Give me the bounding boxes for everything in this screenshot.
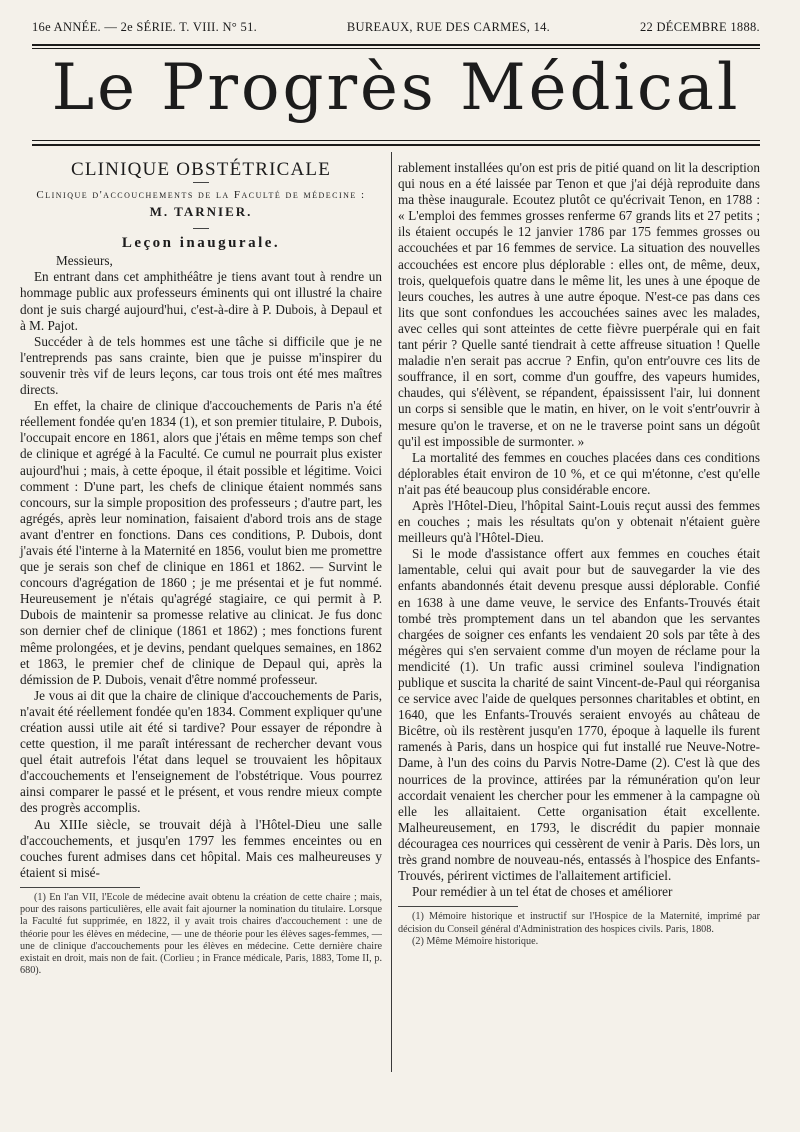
- right-paragraph: Pour remédier à un tel état de choses et améliorer: [412, 884, 673, 900]
- column-divider: [391, 152, 392, 1072]
- lecture-title: Leçon inaugurale.: [121, 235, 281, 252]
- issue-info: 16e ANNÉE. — 2e SÉRIE. T. VIII. N° 51.: [32, 20, 258, 34]
- right-paragraph: rablement installées qu'on est pris de pitié quand on lit la description qui nous en a été laissée par Tenon et que j'ai déjà reproduite dans ma thèse inaugurale. Ecoutez plutôt ce qu'écrivait Tenon, en 1788 : « L'emploi des femmes grosses renferme 67 grands lits et 27 petits ; ils étaient occupés le 12 janvier 1786 par 175 femmes grosses ou accouchées et par 16 femmes de service. La situation des nouvelles accouchées est encore plus déplorable : elles ont, de même, deux, trois, quelquefois quatre dans le même lit, les unes à une époque de leurs couches, les autres à une autre époque. N'est-ce pas dans ces lits que sont confondues les accouchées saines avec les malades, avec celles qui sont atteintes de cette fièvre puerpérale qui en fait tant périr ? Quelle santé tiendrait à cette affreuse situation ! Quelle maladie n'en serait pas accrue ? Enfin, qu'on entr'ouvre ces lits de souffrance, il en sort, comme d'un gouffre, des vapeurs humides, chaudes, qui s'élèvent, se répandent, épaississent l'air, lui donnent un corps si sensible que le matin, en hiver, on le voit s'entr'ouvrir à mesure qu'on le traverse, et on ne le traverse point sans un dégoût qu'il est impossible de surmonter. »: [398, 160, 760, 449]
- masthead-title: Le Progrès Médical: [51, 51, 741, 125]
- header-rule-top: [32, 44, 760, 46]
- left-paragraph: Je vous ai dit que la chaire de clinique d'accouchements de Paris, n'avait été réellement fondée qu'en 1834. Comment expliquer qu'une création aussi utile ait été si tardive? Pour essayer de répondre à cette question, il me paraît intéressant de rechercher devant vous quel était autrefois l'état dans lequel se trouvaient les hôpitaux d'accouchements et l'enseignement de l'obstétrique. Vous pourrez ainsi comparer le passé et le présent, et vous rendre mieux compte des progrès accomplis.: [20, 687, 382, 816]
- section-title: CLINIQUE OBSTÉTRICALE: [70, 159, 332, 180]
- left-paragraph: Au XIIIe siècle, se trouvait déjà à l'Hôtel-Dieu une salle d'accouchements, et jusqu'en 1797 les femmes enceintes ou en couches furent admises dans cet hôpital. Mais ces malheureuses y étaient si misé-: [20, 816, 382, 880]
- left-column: [20, 160, 382, 977]
- salutation: Messieurs,: [56, 253, 113, 269]
- title-divider: [193, 228, 209, 229]
- footnote: (2) Même Mémoire historique.: [412, 935, 539, 947]
- issue-header: [32, 20, 760, 35]
- left-paragraph: Succéder à de tels hommes est une tâche si difficile que je ne l'entreprends pas sans crainte, bien que je puisse m'inspirer du souvenir très vif de leurs leçons, car tous trois ont été mes maîtres directs.: [20, 333, 382, 398]
- right-paragraph: Après l'Hôtel-Dieu, l'hôpital Saint-Louis reçut aussi des femmes en couches ; mais les résultats qu'on y obtenait n'étaient guère meilleurs qu'à l'Hôtel-Dieu.: [398, 497, 760, 546]
- office-address: BUREAUX, RUE DES CARMES, 14.: [346, 20, 551, 34]
- issue-date: 22 DÉCEMBRE 1888.: [639, 20, 760, 34]
- right-paragraph: La mortalité des femmes en couches placées dans ces conditions déplorables était environ de 10 %, et ce qui m'étonne, c'est qu'elle n'ait pas été beaucoup plus considérable encore.: [398, 449, 760, 497]
- left-paragraph: En entrant dans cet amphithéâtre je tiens avant tout à rendre un hommage public aux professeurs éminents qui ont illustré la chaire dont je suis chargé aujourd'hui, c'est-à-dire à P. Dubois, à Depaul et à M. Pajot.: [20, 269, 382, 333]
- left-paragraph: En effet, la chaire de clinique d'accouchements de Paris n'a été réellement fondée qu'en 1834 (1), et son premier titulaire, P. Dubois, l'occupait encore en 1861, alors que j'étais en même temps son chef de clinique et agrégé à la Faculté. Ce cumul ne pourrait plus exister aujourd'hui ; mais, à cette époque, il était possible et légitime. Voici comment : D'une part, les chefs de clinique étaient nommés sans concours, sur la simple proposition des professeurs ; d'autre part, les agrégés, après leur nomination, faisaient d'abord trois ans de stage avant d'entrer en fonctions. Dans ces conditions, P. Dubois, dont j'avais été l'interne à la Maternité en 1856, voulut bien me promettre que je serais son chef de clinique en 1861 et 1862. — Survint le concours d'agrégation de 1860 ; je me présentai et je fut nommé. Heureusement je n'étais qu'agrégé stagiaire, ce qui permit à P. Dubois de maintenir sa promesse relative au clinicat. Je fus donc son dernier chef de clinique (1861 et 1862) ; mes fonctions furent même prolongées, et je devins, pendant quelques semaines, en 1862 et 1863, le premier chef de clinique de Depaul qui, après la démission de P. Dubois, venait d'être nommé professeur.: [20, 398, 382, 687]
- footnote-rule: [398, 906, 518, 907]
- right-paragraph: Si le mode d'assistance offert aux femmes en couches était lamentable, celui qui avait pour but de sauvegarder la vie des enfants abandonnés était devenu presque aussi déplorable. Confié en 1638 à une dame veuve, le service des Enfants-Trouvés était tombé très promptement dans un tel abandon que les servantes chargées de soigner ces enfants les vendaient 20 sols par tête à des mégères qui s'en servaient comme d'un moyen de réclame pour la mendicité (1). Un trafic aussi criminel souleva l'indignation publique et suscita la charité de saint Vincent-de-Paul qui réorganisa ce service avec l'aide de quelques personnes charitables et obtint, en 1640, que les Enfants-Trouvés seraient envoyés au château de Bicêtre, où ils restèrent jusqu'en 1770, époque à laquelle ils furent ramenés à Paris, dans un hospice qui fut installé rue Neuve-Notre-Dame, à l'un des coins du Parvis Notre-Dame (2). C'est là que des nourrices de la province, attirées par la rémunération qu'on leur accordait venaient les chercher pour les emmener à la campagne où elle les allaitaient. Cette organisation était excellente. Malheureusement, en 1793, le discrédit du papier monnaie découragea ces nourrices qui cessèrent de venir à Paris. Dès lors, un très grand nombre de nouveau-nés, entassés à l'hospice des Enfants-Trouvés, périrent victimes de l'allaitement artificiel.: [398, 546, 760, 884]
- right-footnotes: [398, 911, 760, 948]
- header-rule-bottom: [32, 48, 760, 49]
- footnote: (1) En l'an VII, l'Ecole de médecine avait obtenu la création de cette chaire ; mais, pour des raisons particulières, elle avait fait ajourner la nomination du titulaire. Lorsque la Faculté fut supprimée, en 1822, il y avait trois chaires d'accouchement : une de théorie pour les élèves en médecine, — une de théorie pour les élèves sages-femmes, — une de clinique d'accouchements pour les élèves en médecine. Cette dernière chaire existait en droit, mais non de fait. (Corlieu ; in France médicale, Paris, 1883, Tome II, p. 680).: [20, 891, 382, 977]
- footnote-rule: [20, 887, 140, 888]
- clinic-name: Clinique d'accouchements de la Faculté de médecine :: [36, 189, 366, 202]
- section-divider: [193, 182, 209, 183]
- professor-name: M. TARNIER.: [149, 204, 253, 220]
- masthead-rule-top: [32, 140, 760, 141]
- footnote: (1) Mémoire historique et instructif sur l'Hospice de la Maternité, imprimé par décision du Conseil général d'Administration des hospices civils. Paris, 1808.: [398, 911, 760, 935]
- masthead-rule-bottom: [32, 144, 760, 146]
- right-column: [398, 160, 760, 948]
- left-footnotes: [20, 892, 382, 977]
